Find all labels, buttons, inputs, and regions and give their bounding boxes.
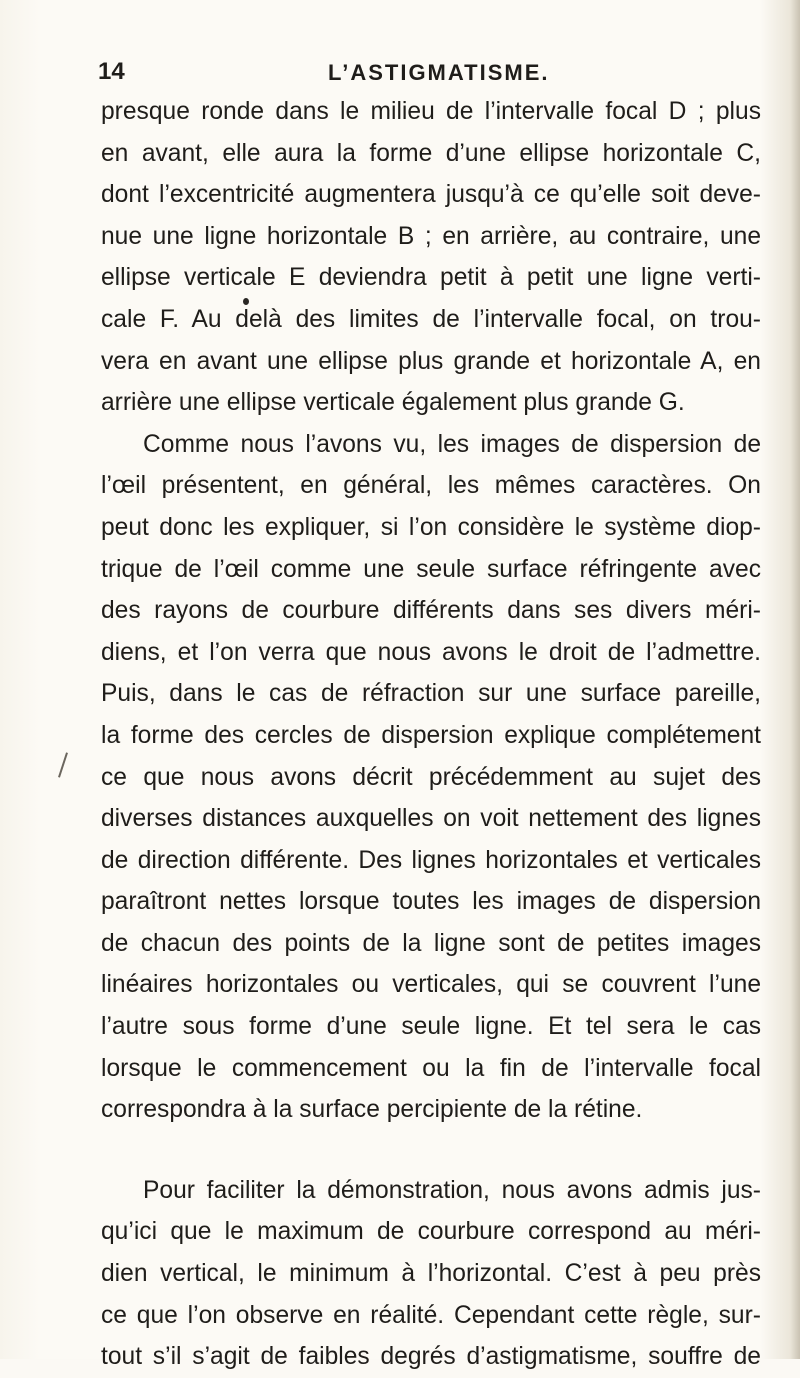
paragraph-gap	[101, 1131, 761, 1170]
running-title: L’ASTIGMATISME.	[328, 60, 550, 85]
text-line: la forme des cercles de dispersion explique complétement	[101, 721, 761, 749]
text-line: l’œil présentent, en général, les mêmes caractères. On	[101, 472, 761, 500]
text-line: nue une ligne horizontale B ; en arrière, au contraire, une	[101, 222, 761, 250]
text-line: dont l’excentricité augmentera jusqu’à ce qu’elle soit deve-	[101, 181, 761, 209]
text-line: diens, et l’on verra que nous avons le droit de l’admettre.	[101, 638, 761, 666]
text-line: qu’ici que le maximum de courbure correspond au méri-	[101, 1218, 761, 1246]
page-number: 14	[98, 58, 125, 85]
text-line: arrière une ellipse verticale également plus grande G.	[101, 389, 685, 417]
text-line: lorsque le commencement ou la fin de l’intervalle focal	[101, 1054, 761, 1082]
text-line: tout s’il s’agit de faibles degrés d’astigmatisme, souffre de	[101, 1343, 761, 1371]
text-line: de direction différente. Des lignes horizontales et verticales	[101, 846, 761, 874]
margin-pencil-mark	[58, 752, 68, 777]
text-line: paraîtront nettes lorsque toutes les images de dispersion	[101, 888, 761, 916]
text-line: linéaires horizontales ou verticales, qui se couvrent l’une	[101, 971, 761, 999]
text-line: peut donc les expliquer, si l’on considère le système diop-	[101, 513, 761, 541]
page-header	[98, 58, 698, 92]
text-line: de chacun des points de la ligne sont de petites images	[101, 929, 761, 957]
text-line: ce que nous avons décrit précédemment au sujet des	[101, 763, 761, 791]
text-line: l’autre sous forme d’une seule ligne. Et tel sera le cas	[101, 1013, 761, 1041]
body-text	[101, 91, 761, 1378]
text-line: ce que l’on observe en réalité. Cependant cette règle, sur-	[101, 1301, 761, 1329]
text-line: dien vertical, le minimum à l’horizontal. C’est à peu près	[101, 1260, 761, 1288]
text-line: presque ronde dans le milieu de l’intervalle focal D ; plus	[101, 98, 761, 125]
text-line: ellipse verticale E deviendra petit à petit une ligne verti-	[101, 264, 761, 292]
text-line: diverses distances auxquelles on voit nettement des lignes	[101, 805, 761, 833]
text-line: en avant, elle aura la forme d’une ellipse horizontale C,	[101, 139, 761, 167]
text-line: trique de l’œil comme une seule surface réfringente avec	[101, 555, 761, 583]
text-line: Comme nous l’avons vu, les images de dispersion de	[143, 430, 761, 458]
text-line: Puis, dans le cas de réfraction sur une surface pareille,	[101, 680, 761, 708]
text-line: correspondra à la surface percipiente de la rétine.	[101, 1096, 643, 1124]
text-line: vera en avant une ellipse plus grande et horizontale A, en	[101, 347, 761, 375]
text-line: cale F. Au delà des limites de l’intervalle focal, on trou-	[101, 305, 761, 333]
text-line: des rayons de courbure différents dans ses divers méri-	[101, 597, 761, 625]
text-line: Pour faciliter la démonstration, nous avons admis jus-	[143, 1176, 761, 1204]
